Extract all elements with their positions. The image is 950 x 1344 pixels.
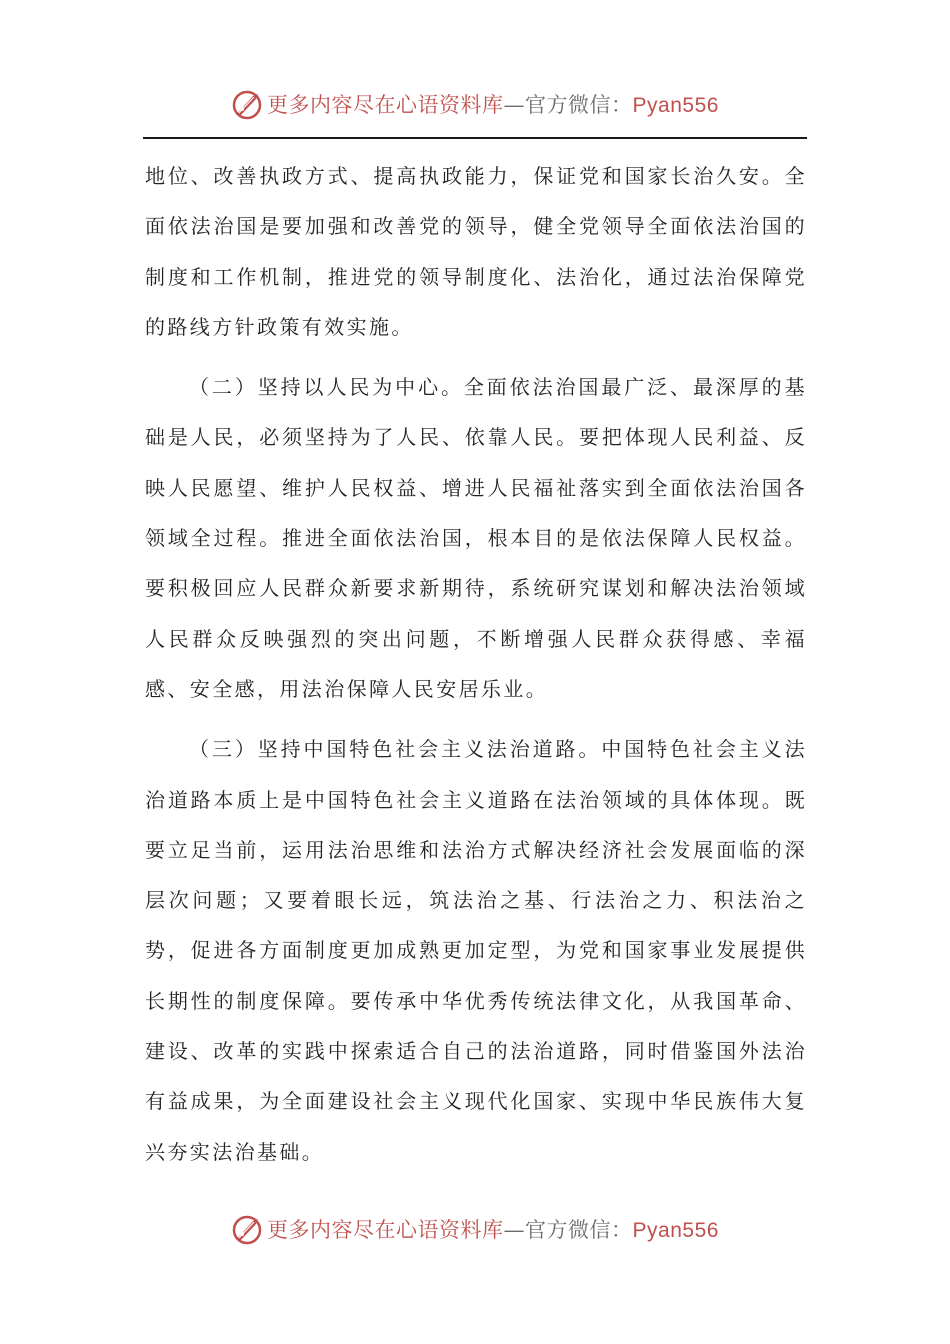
header-brand-text: 更多内容尽在心语资料库 xyxy=(267,93,504,117)
header-divider xyxy=(143,137,807,139)
header-wechat-id: Pyan556 xyxy=(632,94,719,117)
paragraph-1: 地位、改善执政方式、提高执政能力，保证党和国家长治久安。全面依法治国是要加强和改善党的领导，健全党领导全面依法治国的制度和工作机制，推进党的领导制度化、法治化，通过法治保障党的路线方针政策有效实施。 xyxy=(145,164,807,339)
header-contact-text: 官方微信： xyxy=(525,93,633,117)
header-dash: — xyxy=(503,93,526,117)
footer-brand-text: 更多内容尽在心语资料库 xyxy=(267,1218,504,1242)
footer-banner xyxy=(0,1209,950,1249)
paragraph-2: （二）坚持以人民为中心。全面依法治国最广泛、最深厚的基础是人民，必须坚持为了人民、依靠人民。要把体现人民利益、反映人民愿望、维护人民权益、增进人民福祉落实到全面依法治国各领域全过程。推进全面依法治国，根本目的是依法保障人民权益。要积极回应人民群众新要求新期待，系统研究谋划和解决法治领域人民群众反映强烈的突出问题，不断增强人民群众获得感、幸福感、安全感，用法治保障人民安居乐业。 xyxy=(145,375,807,701)
footer-wechat-id: Pyan556 xyxy=(632,1219,719,1242)
pen-nib-logo-icon xyxy=(231,88,263,120)
footer-banner-text xyxy=(267,1214,719,1244)
header-banner xyxy=(0,84,950,124)
pen-nib-logo-icon xyxy=(231,1213,263,1245)
paragraph-3: （三）坚持中国特色社会主义法治道路。中国特色社会主义法治道路本质上是中国特色社会主义道路在法治领域的具体体现。既要立足当前，运用法治思维和法治方式解决经济社会发展面临的深层次问题；又要着眼长远，筑法治之基、行法治之力、积法治之势，促进各方面制度更加成熟更加定型，为党和国家事业发展提供长期性的制度保障。要传承中华优秀传统法律文化，从我国革命、建设、改革的实践中探索适合自己的法治道路，同时借鉴国外法治有益成果，为全面建设社会主义现代化国家、实现中华民族伟大复兴夯实法治基础。 xyxy=(145,737,807,1164)
header-banner-text xyxy=(267,89,719,119)
footer-contact-text: 官方微信： xyxy=(525,1218,633,1242)
document-body xyxy=(145,151,807,1177)
footer-dash: — xyxy=(503,1218,526,1242)
